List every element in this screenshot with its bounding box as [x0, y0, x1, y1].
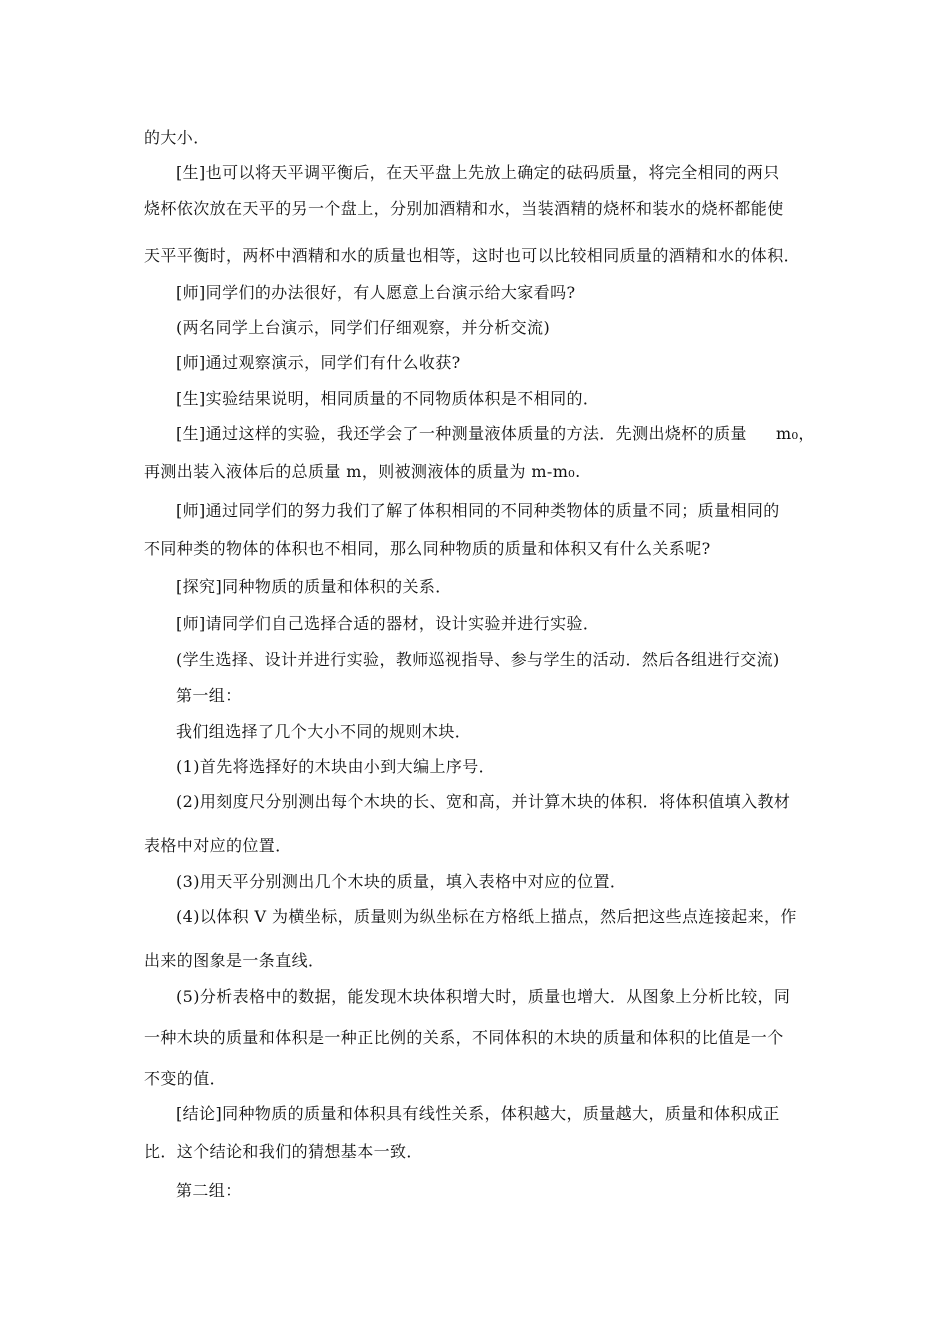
text-line: 第一组： [176, 686, 242, 705]
text-line: (学生选择、设计并进行实验，教师巡视指导、参与学生的活动．然后各组进行交流) [176, 650, 780, 669]
text-line: [师]通过观察演示，同学们有什么收获? [176, 353, 461, 372]
text-line: (2)用刻度尺分别测出每个木块的长、宽和高，并计算木块的体积．将体积值填入教材 [176, 792, 791, 811]
text-line: [师]请同学们自己选择合适的器材，设计实验并进行实验． [176, 614, 600, 633]
text-line: 我们组选择了几个大小不同的规则木块． [176, 722, 472, 741]
text-line: (1)首先将选择好的木块由小到大编上序号． [176, 757, 496, 776]
text-line: (5)分析表格中的数据，能发现木块体积增大时，质量也增大．从图象上分析比较，同 [176, 987, 791, 1006]
text-line: 比．这个结论和我们的猜想基本一致． [144, 1142, 423, 1161]
text-line: 天平平衡时，两杯中酒精和水的质量也相等，这时也可以比较相同质量的酒精和水的体积． [144, 246, 801, 265]
text-line: 出来的图象是一条直线． [144, 951, 325, 970]
text-line: 烧杯依次放在天平的另一个盘上，分别加酒精和水，当装酒精的烧杯和装水的烧杯都能使 [144, 199, 784, 218]
text-line: [探究]同种物质的质量和体积的关系． [176, 577, 452, 596]
text-line: [生]也可以将天平调平衡后，在天平盘上先放上确定的砝码质量，将完全相同的两只 [176, 163, 780, 182]
text-line: [师]通过同学们的努力我们了解了体积相同的不同种类物体的质量不同；质量相同的 [176, 501, 780, 520]
text-line: (两名同学上台演示，同学们仔细观察，并分析交流) [176, 318, 551, 337]
text-line: 不变的值． [144, 1069, 227, 1088]
text-line: 再测出装入液体后的总质量 m，则被测液体的质量为 m-m₀. [144, 462, 581, 481]
text-line: [师]同学们的办法很好，有人愿意上台演示给大家看吗? [176, 283, 576, 302]
text-line: 第二组： [176, 1181, 242, 1200]
text-line: 表格中对应的位置． [144, 836, 292, 855]
text-line: [结论]同种物质的质量和体积具有线性关系，体积越大，质量越大，质量和体积成正 [176, 1104, 780, 1123]
text-line: [生]通过这样的实验，我还学会了一种测量液体质量的方法．先测出烧杯的质量 [176, 424, 747, 443]
text-line: [生]实验结果说明，相同质量的不同物质体积是不相同的． [176, 389, 600, 408]
text-line: 一种木块的质量和体积是一种正比例的关系，不同体积的木块的质量和体积的比值是一个 [144, 1028, 784, 1047]
text-line: (4)以体积 V 为横坐标，质量则为纵坐标在方格纸上描点，然后把这些点连接起来，作 [176, 907, 797, 926]
text-line: (3)用天平分别测出几个木块的质量，填入表格中对应的位置． [176, 872, 627, 891]
text-line: 不同种类的物体的体积也不相同，那么同种物质的质量和体积又有什么关系呢? [144, 539, 711, 558]
text-line: 的大小． [144, 128, 210, 147]
text-line-fragment: m₀， [776, 424, 815, 443]
